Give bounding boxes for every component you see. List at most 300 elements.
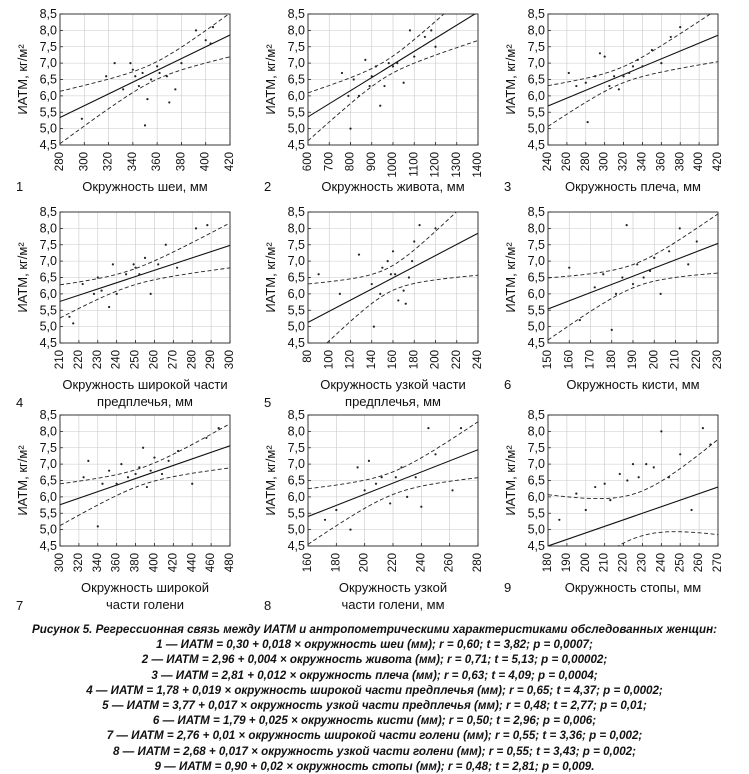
y-tick-label: 8,5 (39, 408, 57, 422)
x-tick-label: 300 (224, 350, 237, 370)
y-tick-label: 6,0 (287, 489, 305, 504)
data-point (388, 62, 390, 64)
data-point (403, 82, 405, 84)
data-point (105, 75, 107, 77)
y-tick-label: 4,5 (39, 539, 57, 553)
x-tick-label: 200 (579, 553, 592, 573)
y-tick-label: 6,5 (527, 473, 545, 488)
x-tick-label: 340 (91, 553, 104, 573)
data-point (156, 65, 158, 67)
x-tick-label: 260 (693, 553, 706, 573)
chart-panel-5 (263, 191, 484, 410)
x-tick-label: 230 (91, 350, 104, 370)
x-tick-label: 700 (323, 152, 336, 172)
x-tick-label: 1400 (472, 152, 485, 178)
x-tick-label: 180 (542, 553, 555, 573)
data-point (166, 75, 168, 77)
x-tick-label: 320 (102, 152, 115, 172)
panel-number: 1 (16, 179, 24, 194)
x-tick-label: 270 (712, 553, 725, 573)
data-point (87, 460, 89, 462)
data-point (150, 78, 152, 80)
x-tick-label: 160 (387, 350, 400, 370)
data-point (660, 62, 662, 64)
y-axis-label: ИАТМ, кг/м² (263, 44, 278, 115)
y-tick-label: 8,5 (39, 205, 57, 219)
data-point (575, 493, 577, 495)
data-point (381, 267, 383, 269)
y-tick-label: 8,5 (527, 205, 545, 219)
data-point (622, 75, 624, 77)
data-point (364, 59, 366, 61)
data-point (339, 293, 341, 295)
data-point (195, 227, 197, 229)
data-point (132, 69, 134, 71)
data-point (383, 85, 385, 87)
x-tick-label: 380 (129, 553, 142, 573)
data-point (396, 62, 398, 64)
caption-line-2: 2 — ИАТМ = 2,96 + 0,004 × окружность живота (мм); r = 0,71; t = 5,13; p = 0,00002; (141, 653, 608, 667)
y-tick-label: 6,5 (39, 473, 57, 488)
y-tick-label: 8,0 (39, 424, 57, 439)
x-tick-label: 240 (655, 553, 668, 573)
data-point (93, 293, 95, 295)
x-tick-label: 220 (72, 350, 85, 370)
data-point (418, 224, 420, 226)
data-point (349, 128, 351, 130)
y-tick-label: 8,5 (287, 205, 305, 219)
y-tick-label: 5,5 (527, 506, 545, 521)
data-point (353, 78, 355, 80)
panel-number: 3 (504, 179, 512, 194)
data-point (168, 460, 170, 462)
y-tick-label: 4,5 (527, 138, 545, 152)
data-point (127, 476, 129, 478)
x-tick-label: 160 (302, 553, 315, 573)
x-tick-label: 210 (598, 553, 611, 573)
data-point (341, 72, 343, 74)
x-axis-label: предплечья, мм (97, 394, 193, 409)
data-point (209, 42, 211, 44)
data-point (696, 240, 698, 242)
data-point (101, 483, 103, 485)
x-tick-label: 400 (693, 152, 706, 172)
x-tick-label: 270 (167, 350, 180, 370)
y-axis-label: ИАТМ, кг/м² (15, 445, 30, 516)
data-point (434, 46, 436, 48)
x-axis-label: Окружность узкой части (320, 377, 466, 392)
x-tick-label: 420 (712, 152, 725, 172)
x-tick-label: 420 (167, 553, 180, 573)
data-point (397, 299, 399, 301)
y-tick-label: 5,5 (287, 105, 305, 120)
data-point (632, 463, 634, 465)
x-axis-label: Окружность узкой (338, 580, 448, 595)
data-point (120, 463, 122, 465)
panel-number: 2 (264, 179, 272, 194)
y-tick-label: 8,5 (287, 408, 305, 422)
data-point (371, 283, 373, 285)
y-tick-label: 8,0 (39, 221, 57, 236)
x-tick-label: 260 (560, 152, 573, 172)
data-point (218, 427, 220, 429)
data-point (114, 62, 116, 64)
panel-number: 5 (264, 395, 272, 410)
data-point (638, 476, 640, 478)
caption-title: Рисунок 5. Регрессионная связь между ИАТМ и антропометрическими характеристиками обследованных женщин: (32, 623, 717, 636)
data-point (150, 470, 152, 472)
data-point (649, 270, 651, 272)
x-tick-label: 100 (323, 350, 336, 370)
y-tick-label: 7,0 (39, 254, 57, 269)
y-tick-label: 7,5 (287, 237, 305, 252)
y-tick-label: 7,0 (527, 56, 545, 71)
data-point (420, 506, 422, 508)
y-tick-label: 8,5 (527, 7, 545, 21)
data-point (611, 329, 613, 331)
y-axis-label: ИАТМ, кг/м² (263, 242, 278, 313)
data-point (68, 316, 70, 318)
data-point (619, 473, 621, 475)
data-point (651, 49, 653, 51)
data-point (134, 75, 136, 77)
data-point (594, 486, 596, 488)
y-tick-label: 6,0 (527, 88, 545, 103)
confidence-band-upper (548, 439, 718, 498)
x-tick-label: 120 (344, 350, 357, 370)
x-tick-label: 380 (175, 152, 188, 172)
data-point (395, 476, 397, 478)
data-point (347, 95, 349, 97)
y-tick-label: 5,5 (287, 303, 305, 318)
panel-number: 6 (504, 377, 512, 392)
data-point (568, 72, 570, 74)
data-point (368, 460, 370, 462)
x-tick-label: 340 (126, 152, 139, 172)
data-point (387, 260, 389, 262)
data-point (212, 26, 214, 28)
y-tick-label: 8,0 (39, 23, 57, 38)
x-axis-label: Окружность широкой части (62, 377, 228, 392)
data-point (653, 257, 655, 259)
y-tick-label: 6,0 (527, 489, 545, 504)
x-tick-label: 1200 (429, 152, 442, 178)
chart-panel-4 (15, 205, 236, 410)
x-tick-label: 240 (472, 350, 485, 370)
data-point (408, 276, 410, 278)
y-tick-label: 6,5 (39, 270, 57, 285)
panel-number: 8 (264, 598, 272, 613)
data-point (668, 250, 670, 252)
data-point (83, 476, 85, 478)
x-tick-label: 300 (54, 553, 67, 573)
y-tick-label: 7,5 (527, 39, 545, 54)
data-point (690, 509, 692, 511)
x-tick-label: 400 (199, 152, 212, 172)
y-tick-label: 8,5 (39, 7, 57, 21)
confidence-band-upper (548, 9, 718, 86)
x-axis-label: Окружность живота, мм (321, 179, 465, 194)
x-tick-label: 300 (598, 152, 611, 172)
x-tick-label: 360 (655, 152, 668, 172)
x-tick-label: 320 (617, 152, 630, 172)
data-point (373, 326, 375, 328)
y-axis-label: ИАТМ, кг/м² (263, 445, 278, 516)
data-point (195, 29, 197, 31)
x-tick-label: 340 (636, 152, 649, 172)
x-tick-label: 240 (542, 152, 555, 172)
caption-line-3: 3 — ИАТМ = 2,81 + 0,012 × окружность плеча (мм); r = 0,63; t = 4,09; p = 0,0004; (151, 668, 598, 682)
x-tick-label: 190 (627, 350, 640, 370)
x-tick-label: 1300 (450, 152, 463, 178)
y-tick-label: 7,5 (527, 440, 545, 455)
data-point (409, 29, 411, 31)
data-point (637, 59, 639, 61)
data-point (335, 509, 337, 511)
data-point (702, 427, 704, 429)
data-point (141, 72, 143, 74)
x-tick-label: 180 (408, 350, 421, 370)
x-tick-label: 260 (443, 553, 456, 573)
data-point (134, 473, 136, 475)
x-tick-label: 170 (584, 350, 597, 370)
x-tick-label: 140 (365, 350, 378, 370)
regression-line (60, 245, 230, 301)
y-tick-label: 7,5 (527, 237, 545, 252)
data-point (389, 502, 391, 504)
data-point (615, 293, 617, 295)
y-tick-label: 5,5 (527, 303, 545, 318)
data-point (568, 267, 570, 269)
y-tick-label: 5,0 (527, 121, 545, 136)
y-tick-label: 8,0 (287, 424, 305, 439)
y-tick-label: 5,5 (527, 105, 545, 120)
data-point (599, 52, 601, 54)
chart-panel-7 (15, 408, 236, 613)
data-point (349, 529, 351, 531)
y-tick-label: 6,5 (527, 270, 545, 285)
data-point (604, 55, 606, 57)
y-tick-label: 7,0 (527, 457, 545, 472)
data-point (558, 519, 560, 521)
y-tick-label: 4,5 (287, 336, 305, 350)
x-tick-label: 210 (54, 350, 67, 370)
data-point (636, 263, 638, 265)
x-tick-label: 1100 (408, 152, 421, 177)
panel-number: 4 (16, 395, 24, 410)
x-tick-label: 160 (563, 350, 576, 370)
y-tick-label: 5,5 (39, 506, 57, 521)
data-point (206, 224, 208, 226)
x-tick-label: 460 (205, 553, 218, 573)
data-point (621, 276, 623, 278)
data-point (146, 486, 148, 488)
regression-line (60, 446, 230, 505)
chart-panel-6 (503, 205, 724, 392)
y-tick-label: 7,0 (287, 457, 305, 472)
x-tick-label: 220 (617, 553, 630, 573)
data-point (403, 290, 405, 292)
regression-line (548, 487, 718, 546)
x-tick-label: 240 (415, 553, 428, 573)
data-point (668, 476, 670, 478)
x-axis-label: Окружность широкой (81, 580, 209, 595)
data-point (602, 273, 604, 275)
data-point (116, 483, 118, 485)
y-tick-label: 4,5 (39, 336, 57, 350)
data-point (451, 489, 453, 491)
caption-line-1: 1 — ИАТМ = 0,30 + 0,018 × окружность шеи (мм); r = 0,60; t = 3,82; p = 0,0007; (156, 638, 593, 652)
x-tick-label: 190 (560, 553, 573, 573)
x-tick-label: 240 (110, 350, 123, 370)
data-point (585, 509, 587, 511)
x-tick-label: 800 (344, 152, 357, 172)
chart-panel-8 (263, 408, 484, 613)
data-point (125, 273, 127, 275)
data-point (679, 453, 681, 455)
x-tick-label: 420 (224, 152, 237, 172)
y-tick-label: 6,5 (39, 72, 57, 87)
x-axis-label: части голени, мм (341, 597, 445, 612)
data-point (161, 473, 163, 475)
data-point (375, 483, 377, 485)
y-tick-label: 4,5 (527, 336, 545, 350)
y-tick-label: 5,5 (39, 303, 57, 318)
data-point (413, 55, 415, 57)
y-tick-label: 7,5 (39, 237, 57, 252)
x-tick-label: 210 (669, 350, 682, 370)
data-point (356, 466, 358, 468)
y-axis-label: ИАТМ, кг/м² (503, 242, 518, 313)
x-tick-label: 150 (542, 350, 555, 370)
regression-line (548, 35, 718, 106)
data-point (129, 62, 131, 64)
data-point (133, 263, 135, 265)
data-point (375, 65, 377, 67)
y-tick-label: 8,0 (527, 221, 545, 236)
data-point (413, 240, 415, 242)
x-tick-label: 180 (605, 350, 618, 370)
y-tick-label: 8,0 (527, 424, 545, 439)
x-tick-label: 440 (186, 553, 199, 573)
data-point (165, 244, 167, 246)
data-point (381, 476, 383, 478)
confidence-band-lower (60, 57, 230, 144)
y-tick-label: 7,0 (287, 56, 305, 71)
data-point (379, 293, 381, 295)
data-point (138, 466, 140, 468)
data-point (97, 276, 99, 278)
y-tick-label: 6,5 (287, 473, 305, 488)
data-point (434, 227, 436, 229)
data-point (157, 263, 159, 265)
y-tick-label: 6,5 (287, 72, 305, 87)
caption-line-7: 7 — ИАТМ = 2,76 + 0,01 × окружность широкой части голени (мм); r = 0,55; t = 3,36; p = 0,002; (106, 729, 643, 743)
y-tick-label: 8,0 (527, 23, 545, 38)
data-point (687, 263, 689, 265)
x-tick-label: 250 (129, 350, 142, 370)
x-tick-label: 200 (648, 350, 661, 370)
data-point (358, 253, 360, 255)
data-point (153, 456, 155, 458)
caption-line-8: 8 — ИАТМ = 2,68 + 0,017 × окружность узкой части голени (мм); r = 0,55; t = 3,43; p = 0,002; (113, 744, 636, 758)
x-axis-label: Окружность стопы, мм (564, 580, 702, 595)
data-point (660, 430, 662, 432)
data-point (660, 293, 662, 295)
data-point (191, 483, 193, 485)
y-axis-label: ИАТМ, кг/м² (15, 44, 30, 115)
data-point (427, 427, 429, 429)
x-tick-label: 230 (712, 350, 725, 370)
x-tick-label: 180 (330, 553, 343, 573)
data-point (158, 72, 160, 74)
y-tick-label: 5,5 (39, 105, 57, 120)
y-tick-label: 6,0 (39, 286, 57, 301)
data-point (430, 29, 432, 31)
data-point (392, 65, 394, 67)
data-point (394, 273, 396, 275)
y-tick-label: 5,0 (287, 319, 305, 334)
y-tick-label: 6,0 (527, 286, 545, 301)
y-tick-label: 5,0 (39, 319, 57, 334)
data-point (587, 121, 589, 123)
data-point (364, 489, 366, 491)
data-point (177, 450, 179, 452)
y-tick-label: 8,5 (527, 408, 545, 422)
data-point (604, 483, 606, 485)
data-point (100, 290, 102, 292)
y-tick-label: 5,0 (527, 319, 545, 334)
data-point (150, 293, 152, 295)
data-point (594, 75, 596, 77)
data-point (641, 65, 643, 67)
y-tick-label: 7,0 (287, 254, 305, 269)
data-point (108, 470, 110, 472)
data-point (168, 101, 170, 103)
y-tick-label: 6,5 (287, 270, 305, 285)
data-point (358, 95, 360, 97)
x-tick-label: 220 (690, 350, 703, 370)
x-tick-label: 480 (224, 553, 237, 573)
data-point (390, 273, 392, 275)
x-tick-label: 600 (302, 152, 315, 172)
data-point (608, 85, 610, 87)
data-point (415, 476, 417, 478)
data-point (424, 36, 426, 38)
data-point (138, 85, 140, 87)
data-point (108, 306, 110, 308)
data-point (594, 286, 596, 288)
figure-caption (4, 622, 745, 774)
x-tick-label: 220 (387, 553, 400, 573)
data-point (205, 39, 207, 41)
data-point (628, 72, 630, 74)
y-axis-label: ИАТМ, кг/м² (503, 44, 518, 115)
data-point (670, 36, 672, 38)
data-point (679, 227, 681, 229)
data-point (400, 466, 402, 468)
x-tick-label: 280 (579, 152, 592, 172)
data-point (411, 260, 413, 262)
data-point (460, 427, 462, 429)
y-tick-label: 7,5 (287, 440, 305, 455)
data-point (371, 75, 373, 77)
chart-panel-1 (15, 7, 236, 194)
y-tick-label: 4,5 (287, 138, 305, 152)
x-tick-label: 320 (72, 553, 85, 573)
x-tick-label: 250 (674, 553, 687, 573)
y-tick-label: 4,5 (527, 539, 545, 553)
